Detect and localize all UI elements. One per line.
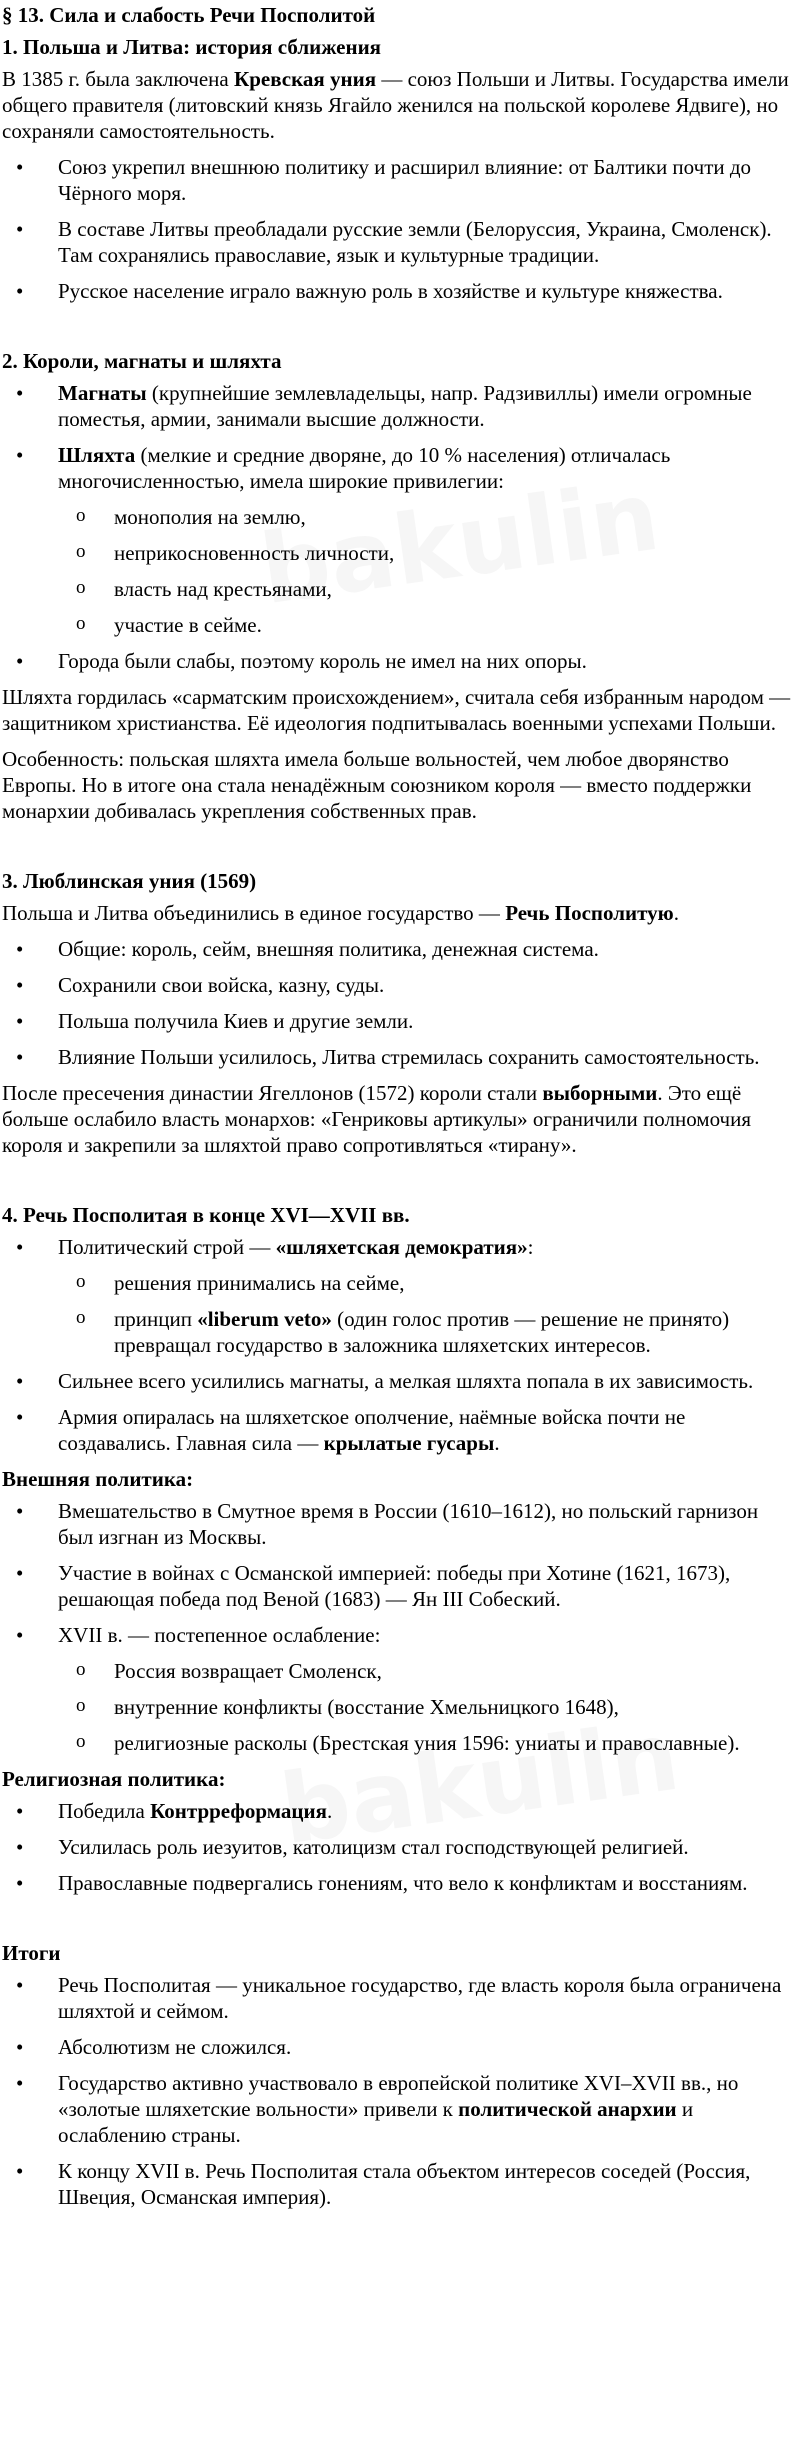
section-poland-lithuania xyxy=(2,34,798,304)
list-item: • Сильнее всего усилились магнаты, а мелкая шляхта попала в их зависимость. xyxy=(2,1368,798,1394)
spacer xyxy=(2,1906,798,1940)
text-run: Политический строй — xyxy=(58,1235,276,1259)
paragraph: Особенность: польская шляхта имела больше вольностей, чем любое дворянство Европы. Но в итоге она стала ненадёжным союзником короля — вместо поддержки монархии добивалась укрепления собственных прав. xyxy=(2,747,752,823)
bullet-list xyxy=(2,154,798,304)
sub-list xyxy=(58,1270,798,1358)
paragraph xyxy=(2,900,798,926)
bold-term: Магнаты xyxy=(58,381,147,405)
text-run: : xyxy=(527,1235,534,1259)
bold-term: Речь Посполитую xyxy=(505,901,674,925)
section-results xyxy=(2,1940,798,2210)
list-item: • Общие: король, сейм, внешняя политика, денежная система. xyxy=(2,936,798,962)
section-heading: 2. Короли, магнаты и шляхта xyxy=(2,349,282,373)
bullet-list xyxy=(2,1972,798,2210)
list-item: • Православные подвергались гонениям, что вело к конфликтам и восстаниям. xyxy=(2,1870,798,1896)
text-run: (мелкие и средние дворяне, до 10 % населения) отличалась многочисленностью, имела широкие привилегии: xyxy=(58,443,671,493)
section-kings-magnates xyxy=(2,348,798,824)
text-run: Польша и Литва объединились в единое государство — xyxy=(2,901,506,925)
sub-list-item: o внутренние конфликты (восстание Хмельницкого 1648), xyxy=(58,1694,798,1720)
sub-list-item xyxy=(58,1306,798,1358)
text-run: Государство активно участвовало в европейской политике XVI–XVII вв., но «золотые шляхетские вольности» привели к xyxy=(58,2071,739,2121)
section-heading: Итоги xyxy=(2,1941,61,1965)
text-run: . xyxy=(494,1431,500,1455)
list-item: • Польша получила Киев и другие земли. xyxy=(2,1008,798,1034)
bold-term: «шляхетская демократия» xyxy=(275,1235,528,1259)
bold-term: Шляхта xyxy=(58,443,136,467)
text-run: . Это ещё больше ослабило власть монархов: «Генриковы артикулы» ограничили полномочия короля и закрепили за шляхтой право сопротивляться «тирану». xyxy=(2,1081,752,1157)
text-run: XVII в. — постепенное ослабление: xyxy=(58,1623,381,1647)
page-title: § 13. Сила и слабость Речи Посполитой xyxy=(2,3,376,27)
list-item: • Союз укрепил внешнюю политику и расширил влияние: от Балтики почти до Чёрного моря. xyxy=(2,154,798,206)
bullet-list xyxy=(2,936,798,1070)
sub-list-item: o решения принимались на сейме, xyxy=(58,1270,798,1296)
list-item xyxy=(2,380,798,432)
text-run: и ослаблению страны. xyxy=(58,2097,694,2147)
bold-term: выборными xyxy=(542,1081,658,1105)
bullet-list xyxy=(2,380,798,674)
paragraph xyxy=(2,1080,798,1158)
text-run: (крупнейшие землевладельцы, напр. Радзивиллы) имели огромные поместья, армии, занимали высшие должности. xyxy=(58,381,752,431)
section-late-commonwealth xyxy=(2,1202,798,1896)
list-item: • Вмешательство в Смутное время в России (1610–1612), но польский гарнизон был изгнан из Москвы. xyxy=(2,1498,798,1550)
text-run: Победила xyxy=(58,1799,151,1823)
text-run: Армия опиралась на шляхетское ополчение, наёмные войска почти не создавались. Главная сила — xyxy=(58,1405,686,1455)
sub-list xyxy=(58,504,798,638)
text-run: (один голос против — решение не принято) превращал государство в заложника шляхетских интересов. xyxy=(114,1307,730,1357)
text-run: После пресечения династии Ягеллонов (1572) короли стали xyxy=(2,1081,543,1105)
list-item xyxy=(2,1234,798,1358)
bullet-list xyxy=(2,1798,798,1896)
list-item: • Города были слабы, поэтому король не имел на них опоры. xyxy=(2,648,798,674)
subsection-heading-foreign-policy: Внешняя политика: xyxy=(2,1467,194,1491)
list-item: • Сохранили свои войска, казну, суды. xyxy=(2,972,798,998)
section-heading: 1. Польша и Литва: история сближения xyxy=(2,35,382,59)
bullet-list xyxy=(2,1498,798,1756)
bold-term: Кревская уния xyxy=(233,67,377,91)
list-item xyxy=(2,442,798,638)
list-item: • К концу XVII в. Речь Посполитая стала объектом интересов соседей (Россия, Швеция, Османская империя). xyxy=(2,2158,798,2210)
sub-list xyxy=(58,1658,798,1756)
paragraph xyxy=(2,66,798,144)
text-run: принцип xyxy=(114,1307,198,1331)
list-item xyxy=(2,1622,798,1756)
sub-list-item: o Россия возвращает Смоленск, xyxy=(58,1658,798,1684)
sub-list-item: o религиозные расколы (Брестская уния 1596: униаты и православные). xyxy=(58,1730,798,1756)
bold-term: политической анархии xyxy=(458,2097,677,2121)
list-item: • Усилилась роль иезуитов, католицизм стал господствующей религией. xyxy=(2,1834,798,1860)
list-item: • Участие в войнах с Османской империей: победы при Хотине (1621, 1673), решающая победа под Веной (1683) — Ян III Собеский. xyxy=(2,1560,798,1612)
list-item: • Русское население играло важную роль в хозяйстве и культуре княжества. xyxy=(2,278,798,304)
sub-list-item: o монополия на землю, xyxy=(58,504,798,530)
text-run: . xyxy=(673,901,679,925)
spacer xyxy=(2,314,798,348)
bold-term: крылатые гусары xyxy=(323,1431,495,1455)
section-lublin-union xyxy=(2,868,798,1158)
bold-term: «liberum veto» xyxy=(197,1307,332,1331)
paragraph: Шляхта гордилась «сарматским происхождением», считала себя избранным народом — защитником христианства. Её идеология подпитывалась военными успехами Польши. xyxy=(2,685,791,735)
list-item: • Абсолютизм не сложился. xyxy=(2,2034,798,2060)
spacer xyxy=(2,834,798,868)
list-item xyxy=(2,1798,798,1824)
bold-term: Контрреформация xyxy=(150,1799,327,1823)
spacer xyxy=(2,1168,798,1202)
list-item: • Речь Посполитая — уникальное государство, где власть короля была ограничена шляхтой и сеймом. xyxy=(2,1972,798,2024)
list-item xyxy=(2,2070,798,2148)
text-run: . xyxy=(327,1799,333,1823)
list-item: • В составе Литвы преобладали русские земли (Белоруссия, Украина, Смоленск). Там сохранялись православие, язык и культурные традиции. xyxy=(2,216,798,268)
text-run: — союз Польши и Литвы. Государства имели общего правителя (литовский князь Ягайло женился на польской королеве Ядвиге), но сохраняли самостоятельность. xyxy=(2,67,789,143)
sub-list-item: o неприкосновенность личности, xyxy=(58,540,798,566)
subsection-heading-religion: Религиозная политика: xyxy=(2,1767,226,1791)
bullet-list xyxy=(2,1234,798,1456)
section-heading: 4. Речь Посполитая в конце XVI—XVII вв. xyxy=(2,1203,410,1227)
sub-list-item: o участие в сейме. xyxy=(58,612,798,638)
sub-list-item: o власть над крестьянами, xyxy=(58,576,798,602)
list-item xyxy=(2,1404,798,1456)
text-run: В 1385 г. была заключена xyxy=(2,67,234,91)
list-item: • Влияние Польши усилилось, Литва стремилась сохранить самостоятельность. xyxy=(2,1044,798,1070)
section-heading: 3. Люблинская уния (1569) xyxy=(2,869,257,893)
